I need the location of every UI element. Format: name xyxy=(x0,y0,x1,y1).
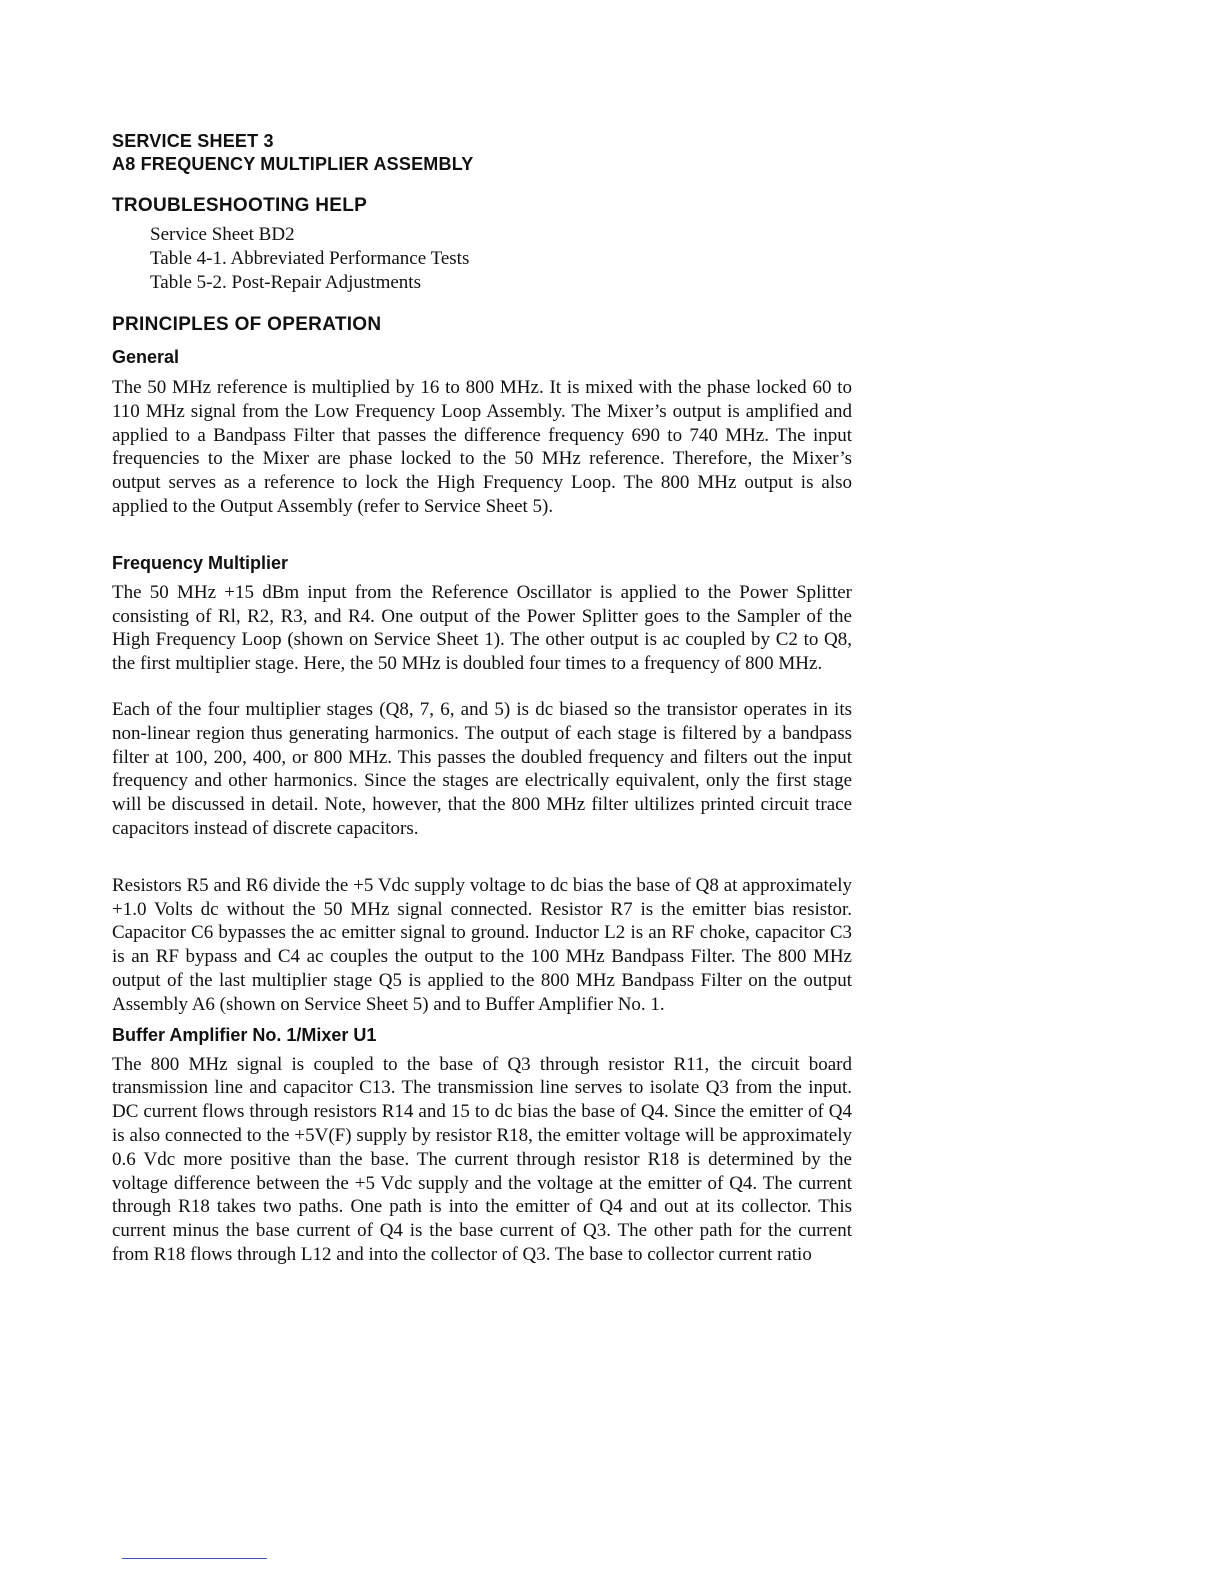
general-heading: General xyxy=(112,347,180,367)
buffer-amplifier-heading: Buffer Amplifier No. 1/Mixer U1 xyxy=(112,1024,377,1045)
buffer-amplifier-paragraph: The 800 MHz signal is coupled to the base of Q3 through resistor R11, the circuit board transmission line and capacitor C13. The transmission line serves to isolate Q3 from the input. DC current flows through resistors R14 and 15 to dc bias the base of Q4. Since the emitter of Q4 is also connected to the +5V(F) supply by resistor R18, the emitter voltage will be approximately 0.6 Vdc more positive than the base. The current through resistor R18 is determined by the voltage difference between the +5 Vdc supply and the voltage at the emitter of Q4. The current through R18 takes two paths. One path is into the emitter of Q4 and out at its collector. This current minus the base current of Q4 is the base current of Q3. The other path for the current from R18 flows through L12 and into the collector of Q3. The base to collector current ratio xyxy=(112,1053,852,1265)
frequency-multiplier-paragraph-1: The 50 MHz +15 dBm input from the Reference Oscillator is applied to the Power Splitter consisting of Rl, R2, R3, and R4. One output of the Power Splitter goes to the Sampler of the High Frequency Loop (shown on Service Sheet 1). The other output is ac coupled by C2 to Q8, the first multiplier stage. Here, the 50 MHz is doubled four times to a frequency of 800 MHz. xyxy=(112,581,852,675)
reference-item: Table 5-2. Post-Repair Adjustments xyxy=(150,272,421,293)
troubleshooting-reference-list xyxy=(112,223,852,295)
general-paragraph: The 50 MHz reference is multiplied by 16 to 800 MHz. It is mixed with the phase locked 60 to 110 MHz signal from the Low Frequency Loop Assembly. The Mixer’s output is amplified and applied to a Bandpass Filter that passes the difference frequency 690 to 740 MHz. The input frequencies to the Mixer are phase locked to the 50 MHz reference. Therefore, the Mixer’s output serves as a reference to lock the High Frequency Loop. The 800 MHz output is also applied to the Output Assembly (refer to Service Sheet 5). xyxy=(112,377,852,517)
frequency-multiplier-paragraph-2: Each of the four multiplier stages (Q8, 7, 6, and 5) is dc biased so the transistor operates in its non-linear region thus generating harmonics. The output of each stage is filtered by a bandpass filter at 100, 200, 400, or 800 MHz. This passes the doubled frequency and filters out the input frequency and other harmonics. Since the stages are electrically equivalent, only the first stage will be discussed in detail. Note, however, that the 800 MHz filter ultilizes printed circuit trace capacitors instead of discrete capacitors. xyxy=(112,698,852,839)
reference-item: Table 4-1. Abbreviated Performance Tests xyxy=(150,248,470,269)
troubleshooting-heading: TROUBLESHOOTING HELP xyxy=(112,195,368,216)
frequency-multiplier-paragraph-3: Resistors R5 and R6 divide the +5 Vdc supply voltage to dc bias the base of Q8 at approximately +1.0 Volts dc without the 50 MHz signal connected. Resistor R7 is the emitter bias resistor. Capacitor C6 bypasses the ac emitter signal to ground. Inductor L2 is an RF choke, capacitor C3 is an RF bypass and C4 ac couples the output to the 100 MHz Bandpass Filter. The 800 MHz output of the last multiplier stage Q5 is applied to the 800 MHz Bandpass Filter on the output Assembly A6 (shown on Service Sheet 5) and to Buffer Amplifier No. 1. xyxy=(112,874,852,1015)
footer-rule xyxy=(122,1558,267,1559)
service-sheet-number: SERVICE SHEET 3 xyxy=(112,131,274,151)
principles-heading: PRINCIPLES OF OPERATION xyxy=(112,314,382,335)
reference-item: Service Sheet BD2 xyxy=(150,224,295,245)
assembly-title: A8 FREQUENCY MULTIPLIER ASSEMBLY xyxy=(112,154,474,174)
frequency-multiplier-heading: Frequency Multiplier xyxy=(112,552,289,573)
document-page xyxy=(112,130,852,1267)
